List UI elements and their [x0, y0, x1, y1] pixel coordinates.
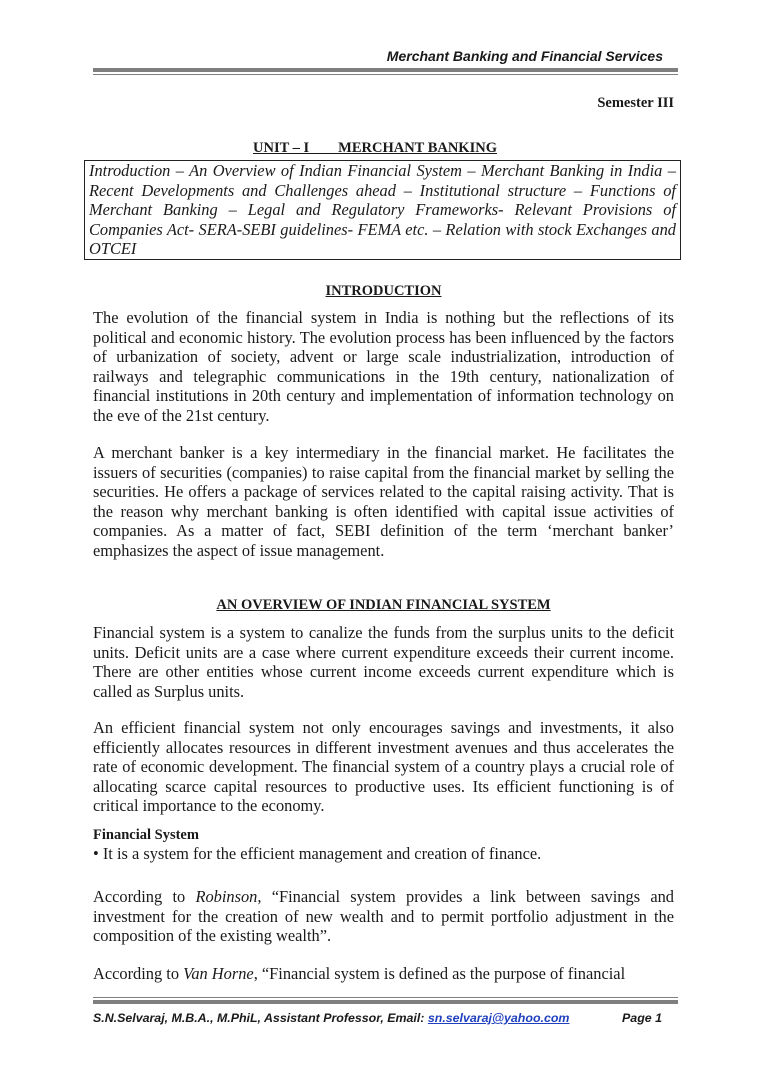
financial-system-bullet: • It is a system for the efficient management and creation of finance. — [93, 844, 542, 863]
header-rule-thin — [93, 74, 678, 75]
robinson-quote — [93, 887, 674, 946]
header-rule — [93, 68, 678, 72]
van-horne-text: , “Financial system is defined as the purpose of financial — [253, 964, 626, 983]
van-horne-quote — [93, 964, 674, 984]
overview-paragraph-2: An efficient financial system not only encourages savings and investments, it also efficiently allocates resources in different investment avenues and thus accelerates the rate of economic development. The financial system of a country plays a crucial role of allocating scarce capital resources to productive uses. Its efficient functioning is of critical importance to the economy. — [93, 718, 674, 816]
introduction-paragraph-1: The evolution of the financial system in India is nothing but the reflections of its political and economic history. The evolution process has been influenced by the factors of urbanization of society, advent or large scale industrialization, introduction of railways and telegraphic communications in the 19th century, nationalization of financial institutions in 20th century and implementation of information technology on the eve of the 21st century. — [93, 308, 674, 425]
syllabus-box: Introduction – An Overview of Indian Financial System – Merchant Banking in India –Recent Developments and Challenges ahead – Institutional structure – Functions of Merchant Banking – Legal and Regulatory Frameworks- Relevant Provisions of Companies Act- SERA-SEBI guidelines- FEMA etc. – Relation with stock Exchanges and OTCEI — [84, 160, 681, 260]
overview-paragraph-1: Financial system is a system to canalize the funds from the surplus units to the deficit units. Deficit units are a case where current expenditure exceeds their current income. There are other entities whose current income exceeds current expenditure which is called as Surplus units. — [93, 623, 674, 701]
footer-email-link[interactable]: sn.selvaraj@yahoo.com — [427, 1011, 570, 1025]
overview-heading-text: AN OVERVIEW OF INDIAN FINANCIAL SYSTEM — [216, 597, 551, 613]
van-horne-name: Van Horne — [183, 964, 254, 983]
footer-rule — [93, 1000, 678, 1004]
footer-rule-thin — [93, 997, 678, 998]
running-header: Merchant Banking and Financial Services — [386, 48, 663, 64]
van-horne-prefix: According to — [93, 964, 184, 983]
robinson-text: , “Financial system provides a link between savings and investment for the creation of new wealth and to permit portfolio adjustment in the composition of the existing wealth”. — [93, 887, 675, 946]
overview-heading — [93, 597, 674, 614]
semester-label: Semester III — [597, 95, 674, 111]
introduction-heading-text: INTRODUCTION — [325, 283, 442, 299]
robinson-name: Robinson — [195, 887, 258, 906]
financial-system-subheading: Financial System — [93, 827, 199, 843]
introduction-heading — [93, 283, 674, 300]
introduction-paragraph-2: A merchant banker is a key intermediary in the financial market. He facilitates the issuers of securities (companies) to raise capital from the financial market by selling the securities. He offers a package of services related to the capital raising activity. That is the reason why merchant banking is often identified with capital issue activities of companies. As a matter of fact, SEBI definition of the term ‘merchant banker’ emphasizes the aspect of issue management. — [93, 443, 674, 560]
unit-heading: UNIT – I MERCHANT BANKING — [253, 140, 497, 156]
footer-author — [93, 1011, 569, 1025]
footer-page-number: Page 1 — [622, 1011, 662, 1025]
footer-author-text: S.N.Selvaraj, M.B.A., M.PhiL, Assistant Professor, Email: — [93, 1011, 428, 1025]
robinson-prefix: According to — [93, 887, 196, 906]
